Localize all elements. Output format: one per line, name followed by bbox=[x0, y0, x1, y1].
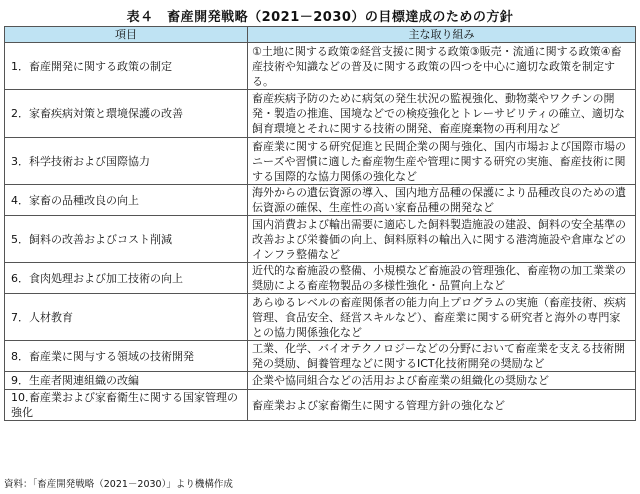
header-content: 主な取り組み bbox=[248, 27, 636, 43]
row-content: 国内消費および輸出需要に適応した飼料製造施設の建設、飼料の安全基準の改善および栄養価の向上、飼料原料の輸出入に関する港湾施設や倉庫などのインフラ整備など bbox=[248, 216, 636, 263]
table-row bbox=[5, 43, 636, 90]
table-row bbox=[5, 372, 636, 390]
row-item: 2．家畜疾病対策と環境保護の改善 bbox=[5, 90, 248, 138]
row-item: 4．家畜の品種改良の向上 bbox=[5, 185, 248, 216]
table-row bbox=[5, 341, 636, 372]
table-row bbox=[5, 138, 636, 185]
row-item: 7．人材教育 bbox=[5, 294, 248, 341]
row-item: 3．科学技術および国際協力 bbox=[5, 138, 248, 185]
strategy-table bbox=[4, 26, 636, 421]
table-row bbox=[5, 216, 636, 263]
row-item: 1．畜産開発に関する政策の制定 bbox=[5, 43, 248, 90]
row-item: 6．食肉処理および加工技術の向上 bbox=[5, 263, 248, 294]
row-content: 畜産業に関する研究促進と民間企業の関与強化、国内市場および国際市場のニーズや習慣に適した畜産物生産や管理に関する研究の実施、畜産技術に関する国際的な協力関係の強化など bbox=[248, 138, 636, 185]
table-row bbox=[5, 294, 636, 341]
table-row bbox=[5, 90, 636, 138]
row-item: 9．生産者関連組織の改編 bbox=[5, 372, 248, 390]
source-note: 資料：「畜産開発戦略（2021－2030）」より機構作成 bbox=[4, 479, 233, 490]
row-item: 8．畜産業に関与する領域の技術開発 bbox=[5, 341, 248, 372]
row-content: ①土地に関する政策②経営支援に関する政策③販売・流通に関する政策④畜産技術や知識などの普及に関する政策の四つを中心に適切な政策を制定する。 bbox=[248, 43, 636, 90]
row-content: 海外からの遺伝資源の導入、国内地方品種の保護により品種改良のための遺伝資源の確保、生産性の高い家畜品種の開発など bbox=[248, 185, 636, 216]
row-item: 10．畜産業および家畜衛生に関する国家管理の強化 bbox=[5, 390, 248, 421]
table-row bbox=[5, 390, 636, 421]
table-row bbox=[5, 185, 636, 216]
row-item: 5．飼料の改善およびコスト削減 bbox=[5, 216, 248, 263]
row-content: 畜産業および家畜衛生に関する管理方針の強化など bbox=[248, 390, 636, 421]
table-row bbox=[5, 263, 636, 294]
header-item: 項目 bbox=[5, 27, 248, 43]
row-content: あらゆるレベルの畜産関係者の能力向上プログラムの実施（畜産技術、疾病管理、食品安全、経営スキルなど）、畜産業に関する研究者と海外の専門家との協力関係強化など bbox=[248, 294, 636, 341]
header-row bbox=[5, 27, 636, 43]
row-content: 工業、化学、バイオテクノロジーなどの分野において畜産業を支える技術開発の奨励、飼養管理などに関するICT化技術開発の奨励など bbox=[248, 341, 636, 372]
table-title: 表４ 畜産開発戦略（2021－2030）の目標達成のための方針 bbox=[126, 10, 514, 25]
row-content: 畜産疾病予防のために病気の発生状況の監視強化、動物薬やワクチンの開発・製造の推進、国境などでの検疫強化とトレーサビリティの確立、適切な飼育環境とそれに関する技術の開発、畜産廃棄物の再利用など bbox=[248, 90, 636, 138]
row-content: 近代的な畜施設の整備、小規模など畜施設の管理強化、畜産物の加工業業の奨励による畜産物製品の多様性強化・品質向上など bbox=[248, 263, 636, 294]
row-content: 企業や協同組合などの活用および畜産業の組織化の奨励など bbox=[248, 372, 636, 390]
